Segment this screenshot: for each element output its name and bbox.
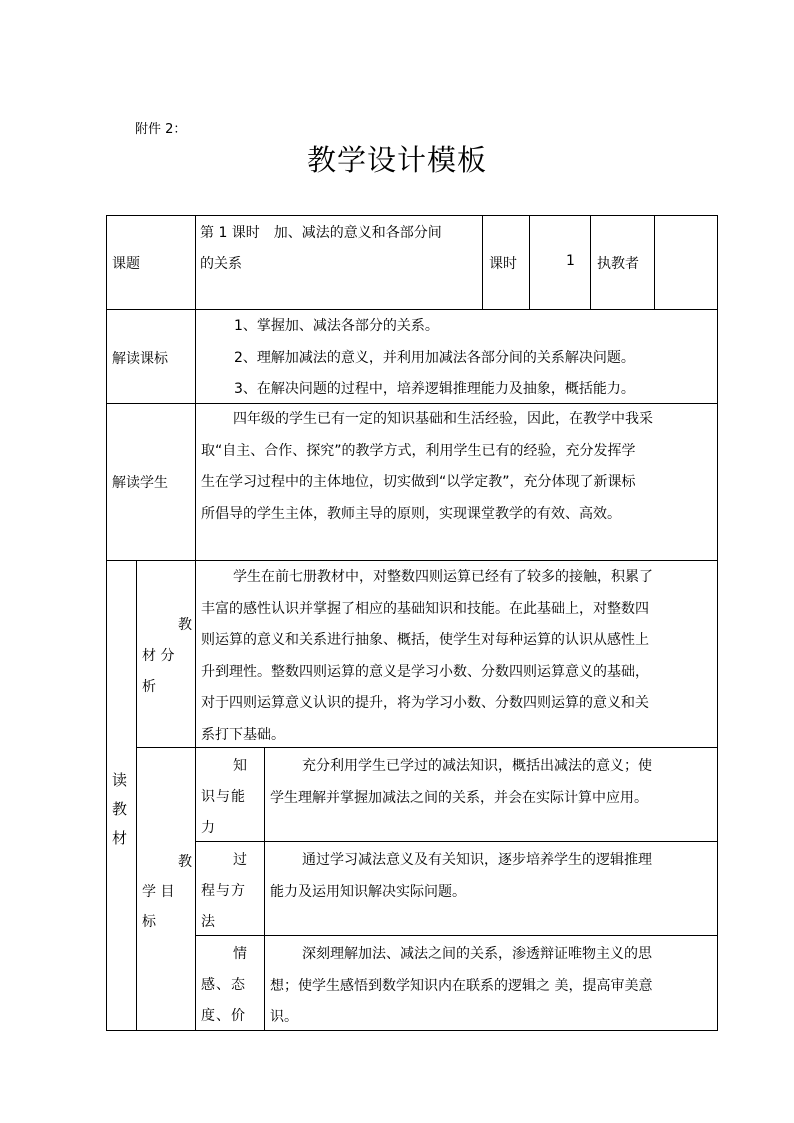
goal-emotion-label [201,939,261,1032]
text-line: 通过学习减法意义及有关知识，逐步培养学生的逻辑推理 [302,852,652,868]
lesson-title-value [200,218,480,280]
lesson-title-label: 课题 [112,256,140,272]
text-line: 升到理性。整数四则运算的意义是学习小数、分数四则运算意义的基础， [201,663,649,680]
goal-emotion-text [270,939,713,1034]
text-line: 生在学习过程中的主体地位，切实做到“以学定教”，充分体现了新课标 [201,474,636,490]
col-divider [590,215,591,309]
col-divider [195,560,196,1031]
periods-label: 课时 [489,256,517,272]
text-line: 对于四则运算意义认识的提升，将为学习小数、分数四则运算的意义和关 [201,695,649,711]
label-char: 读 [112,771,128,789]
analysis-text [201,562,713,751]
text-line: 学生在前七册教材中，对整数四则运算已经有了较多的接触，积累了 [233,569,653,585]
standards-label: 解读课标 [112,351,168,367]
label-char: 材 [112,829,128,847]
standards-list [234,311,714,406]
text-line: 则运算的意义和关系进行抽象、概括，使学生对每种运算的认识从感性上 [201,632,649,648]
label-line: 过 [233,852,247,868]
text-line: 所倡导的学生主体，教师主导的原则，实现课堂教学的有效、高效。 [201,505,621,522]
text-line: 四年级的学生已有一定的知识基础和生活经验，因此，在教学中我采 [233,411,653,427]
label-line: 材 分 [142,648,175,664]
periods-value: 1 [566,253,575,269]
standards-item: 2、理解加减法的意义，并利用加减法各部分间的关系解决问题。 [234,349,635,366]
row-divider [106,560,718,561]
label-line: 析 [142,679,156,695]
goal-process-label [201,845,261,938]
teacher-label: 执教者 [597,256,639,272]
text-line: 取“自主、合作、探究”的教学方式，利用学生已有的经验，充分发挥学 [201,442,636,459]
col-divider [264,747,265,1031]
text-line: 系打下基础。 [201,726,285,743]
text-line: 学生理解并掌握加减法之间的关系，并会在实际计算中应用。 [270,789,648,806]
col-divider [529,215,530,309]
label-line: 程与方 [201,883,246,899]
annex-label: 附件 2： [135,122,187,137]
page-title: 教学设计模板 [306,143,487,177]
students-text [201,404,713,530]
label-char: 教 [112,800,128,818]
col-divider [136,560,137,1031]
table-border-top [106,215,718,216]
text-line: 识。 [270,1009,298,1025]
col-divider [195,215,196,560]
goal-process-text [270,845,713,908]
text-line: 能力及运用知识解决实际问题。 [270,883,466,900]
text-line: 想；使学生感悟到数学知识内在联系的逻辑之 美，提高审美意 [270,977,653,994]
goal-knowledge-label [201,751,261,844]
lesson-title-line: 的关系 [200,256,242,272]
label-line: 度、价 [201,1008,246,1024]
col-divider [654,215,655,309]
textbook-section-label [112,766,127,853]
goals-label [142,847,192,937]
label-line: 教 [178,617,192,633]
students-label: 解读学生 [112,475,168,491]
text-line: 丰富的感性认识并掌握了相应的基础知识和技能。在此基础上，对整数四 [201,600,649,617]
text-line: 深刻理解加法、减法之间的关系，渗透辩证唯物主义的思 [302,946,652,962]
row-divider [106,309,718,310]
standards-item: 3、在解决问题的过程中，培养逻辑推理能力及抽象，概括能力。 [234,381,635,397]
row-divider [195,935,718,936]
text-line: 充分利用学生已学过的减法知识，概括出减法的意义；使 [302,758,652,774]
label-line: 情 [233,946,247,962]
label-line: 力 [201,820,215,836]
table-border-right [717,215,718,1031]
goal-knowledge-text [270,751,713,814]
label-line: 标 [142,914,156,930]
standards-item: 1、掌握加、减法各部分的关系。 [234,318,439,334]
label-line: 教 [178,854,192,870]
row-divider [195,841,718,842]
label-line: 知 [233,758,247,774]
label-line: 识与能 [201,789,246,805]
lesson-title-line: 第 1 课时 加、减法的意义和各部分间 [200,225,442,241]
label-line: 学 目 [142,884,175,900]
label-line: 法 [201,914,215,930]
col-divider [482,215,483,309]
table-border-left [106,215,107,1031]
label-line: 感、态 [201,977,246,993]
analysis-label [142,610,192,703]
